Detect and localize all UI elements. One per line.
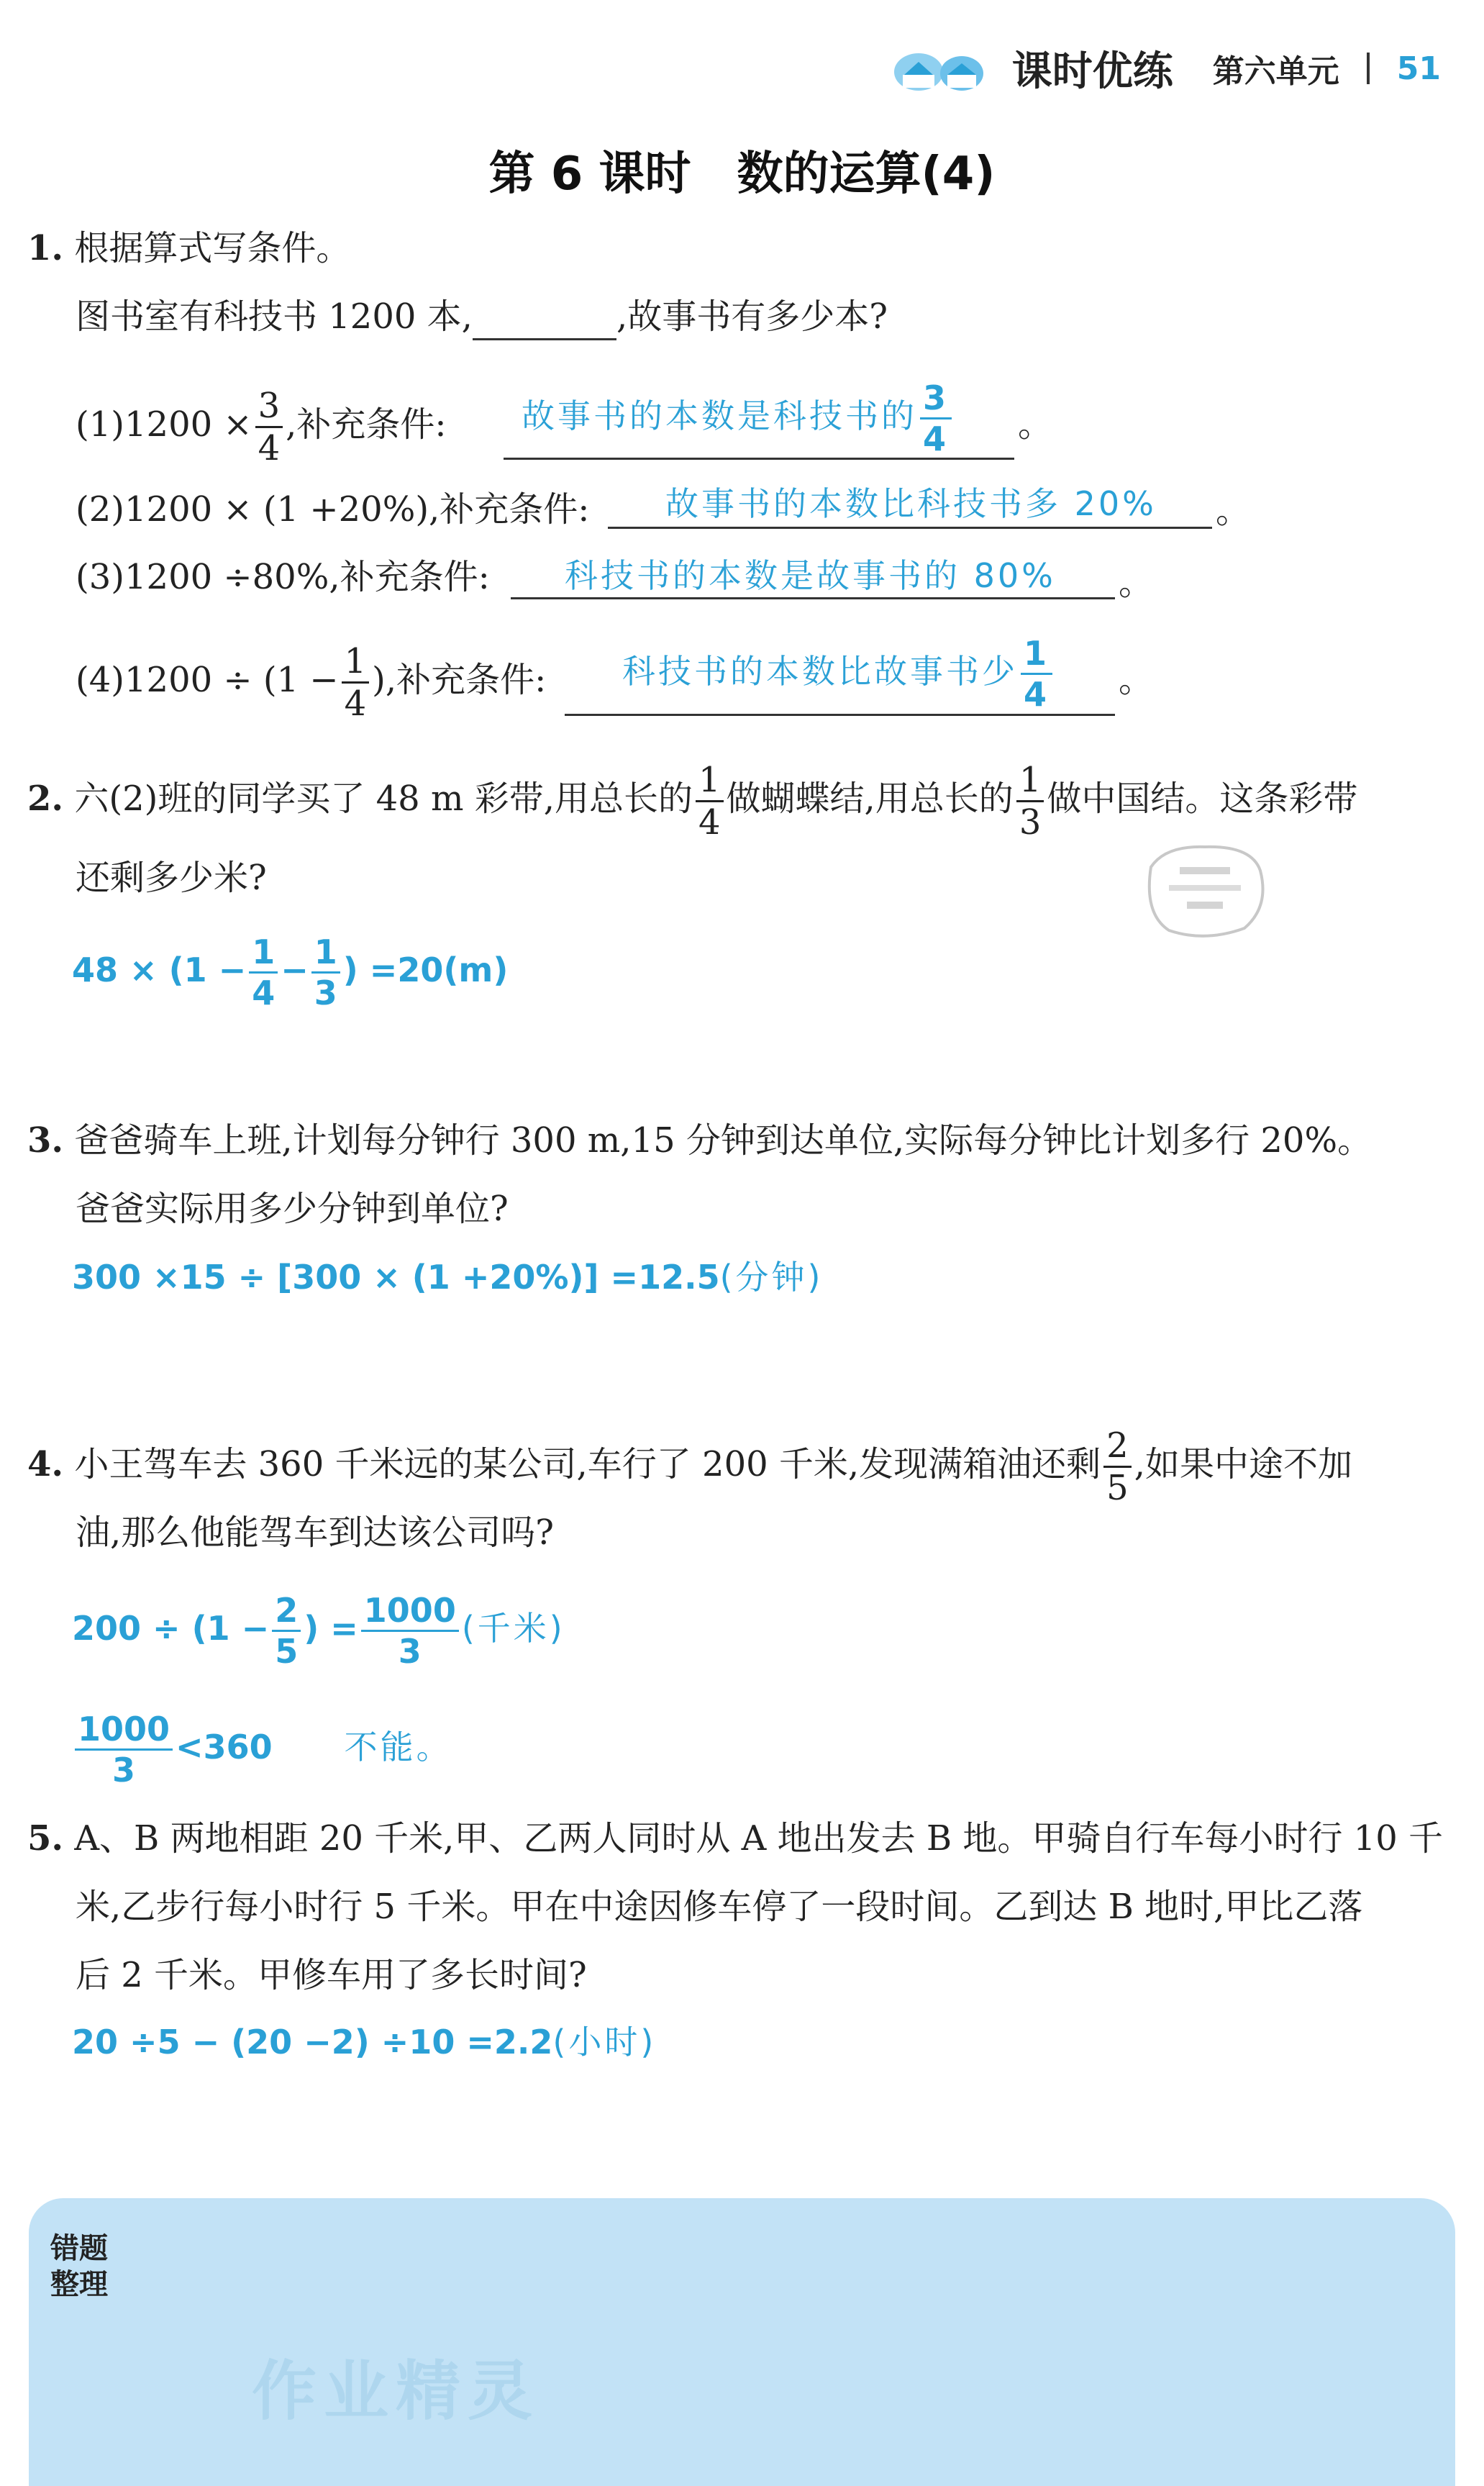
q1-p4-answer-text: 科技书的本数比故事书少 <box>622 652 1018 691</box>
q3-answer <box>72 1256 823 1299</box>
q1-part1 <box>76 386 447 468</box>
q1-p4-fraction <box>342 641 370 724</box>
q2-text-line1 <box>27 760 1358 843</box>
fraction-numerator: 1 <box>1021 637 1052 675</box>
q2-text-a: 六(2)班的同学买了 48 m 彩带,用总长的 <box>74 779 693 819</box>
q4-text-line2: 油,那么他能驾车到达该公司吗? <box>76 1512 554 1553</box>
q1-stem-a: 图书室有科技书 1200 本, <box>76 296 473 337</box>
q4-ans1-unit: (千米) <box>461 1609 565 1648</box>
q2-ans-a: 48 × (1 − <box>72 951 247 989</box>
q1-p1-expr-a: (1)1200 × <box>76 404 252 445</box>
q5-text-a: A、B 两地相距 20 千米,甲、乙两人同时从 A 地出发去 B 地。甲骑自行车每小时行 10 千 <box>74 1818 1443 1859</box>
q2-ans-fraction-2 <box>311 935 340 1010</box>
q5-text-line1 <box>27 1817 1443 1860</box>
q4-answer-2 <box>72 1712 452 1787</box>
fraction-numerator: 2 <box>272 1594 301 1632</box>
q3-number: 3. <box>27 1120 64 1161</box>
q1-p1-answer <box>522 378 955 458</box>
q3-text-line1 <box>27 1119 1372 1162</box>
q1-prompt-text: 根据算式写条件。 <box>74 228 351 268</box>
q4-number: 4. <box>27 1444 64 1484</box>
mistakes-label-line2: 整理 <box>50 2268 108 2301</box>
q3-text-line2: 爸爸实际用多少分钟到单位? <box>76 1189 509 1229</box>
q1-p1-expr-b: ,补充条件: <box>286 404 447 445</box>
fraction-numerator: 1 <box>696 763 724 802</box>
q1-p4-expr-b: ),补充条件: <box>372 660 547 700</box>
fraction-numerator: 3 <box>255 389 283 428</box>
fraction-denominator: 3 <box>112 1751 136 1789</box>
q1-p4-period: 。 <box>1119 660 1154 700</box>
q4-text-b: ,如果中途不加 <box>1134 1444 1352 1484</box>
q4-fraction <box>1103 1425 1132 1508</box>
q4-text-a: 小王驾车去 360 千米远的某公司,车行了 200 千米,发现满箱油还剩 <box>74 1444 1101 1484</box>
q1-p1-period: 。 <box>1018 404 1053 445</box>
q1-p3-answer: 科技书的本数是故事书的 80% <box>565 556 1056 595</box>
fraction-denominator: 5 <box>1106 1468 1129 1508</box>
fraction-numerator: 1000 <box>361 1594 459 1632</box>
fraction-numerator: 1 <box>311 935 340 974</box>
page-number: 51 <box>1396 50 1441 87</box>
q1-stem-b: ,故事书有多少本? <box>616 296 888 337</box>
fraction-denominator: 3 <box>314 974 337 1012</box>
q2-answer <box>72 935 508 1010</box>
fraction-denominator: 3 <box>1019 802 1042 843</box>
fraction-denominator: 4 <box>258 428 281 468</box>
q4-ans1-result <box>361 1591 459 1671</box>
q4-ans1-b: ) = <box>304 1609 358 1648</box>
fraction-numerator: 1000 <box>75 1712 173 1751</box>
mistakes-label-line1: 错题 <box>50 2232 108 2265</box>
fraction-numerator: 3 <box>920 381 952 419</box>
q2-fraction-b <box>1016 760 1044 843</box>
q1-p3-answer-line <box>511 597 1115 599</box>
q1-p1-answer-fraction <box>920 378 952 458</box>
q1-p1-answer-text: 故事书的本数是科技书的 <box>522 396 917 435</box>
brand-logo-icon <box>890 43 998 94</box>
brand-title: 课时优练 <box>1011 48 1173 95</box>
fraction-denominator: 4 <box>698 802 721 843</box>
fraction-denominator: 3 <box>398 1632 422 1671</box>
page-title: 第 6 课时 数的运算(4) <box>488 148 996 201</box>
q5-ans-unit: (小时) <box>552 2023 657 2061</box>
unit-label: 第六单元 <box>1212 53 1339 90</box>
q2-fraction-a <box>696 760 724 843</box>
fraction-numerator: 2 <box>1103 1428 1132 1468</box>
fraction-denominator: 5 <box>275 1632 299 1671</box>
q2-ans-minus: − <box>281 951 309 989</box>
watermark: 作业精灵 <box>252 2354 540 2429</box>
q3-text-a: 爸爸骑车上班,计划每分钟行 300 m,15 分钟到达单位,实际每分钟比计划多行 20%。 <box>74 1120 1373 1161</box>
mistakes-label <box>50 2231 108 2303</box>
q5-text-line3: 后 2 千米。甲修车用了多长时间? <box>76 1955 587 1995</box>
q1-number: 1. <box>27 228 64 268</box>
q4-ans2-conclusion: 不能。 <box>344 1728 452 1766</box>
q3-ans-unit: (分钟) <box>719 1258 824 1297</box>
q4-ans2-fraction <box>75 1712 173 1787</box>
header-divider <box>1367 53 1370 84</box>
fraction-denominator: 4 <box>1024 675 1050 714</box>
q4-text-line1 <box>27 1425 1352 1508</box>
q4-answer-1 <box>72 1591 565 1671</box>
q2-text-b: 做蝴蝶结,用总长的 <box>726 779 1014 819</box>
q2-ans-b: ) =20(m) <box>342 951 509 989</box>
q1-p1-answer-line <box>504 458 1014 460</box>
q5-text-line2: 米,乙步行每小时行 5 千米。甲在中途因修车停了一段时间。乙到达 B 地时,甲比乙落 <box>76 1887 1363 1927</box>
q2-number: 2. <box>27 779 64 819</box>
q1-part3: (3)1200 ÷80%,补充条件: <box>76 557 490 597</box>
q1-stem-blank <box>473 295 616 340</box>
q1-p1-fraction <box>255 386 283 468</box>
q3-ans-expression: 300 ×15 ÷ [300 × (1 +20%)] =12.5 <box>72 1258 720 1297</box>
q1-p3-period: 。 <box>1119 563 1154 603</box>
q5-ans-expression: 20 ÷5 − (20 −2) ÷10 =2.2 <box>72 2023 553 2061</box>
q4-ans2-compare: <360 <box>176 1728 273 1766</box>
stamp-icon <box>1137 838 1273 946</box>
q1-prompt <box>27 227 350 270</box>
q4-ans1-a: 200 ÷ (1 − <box>72 1609 270 1648</box>
fraction-denominator: 4 <box>344 684 367 724</box>
fraction-denominator: 4 <box>923 419 950 458</box>
page-header <box>890 29 1441 108</box>
q1-p4-expr-a: (4)1200 ÷ (1 − <box>76 660 339 700</box>
q1-p2-answer-line <box>608 527 1212 529</box>
fraction-denominator: 4 <box>252 974 276 1012</box>
q1-p2-answer: 故事书的本数比科技书多 20% <box>665 484 1157 523</box>
q1-p4-answer-line <box>565 714 1115 716</box>
q1-part4 <box>76 641 547 724</box>
q5-number: 5. <box>27 1818 64 1859</box>
q1-p2-period: 。 <box>1216 491 1251 531</box>
q2-ans-fraction-1 <box>249 935 278 1010</box>
q4-ans1-fraction <box>272 1591 301 1671</box>
q1-part2: (2)1200 × (1 +20%),补充条件: <box>76 489 590 530</box>
q1-p4-answer-fraction <box>1021 634 1052 714</box>
mistakes-notes-box <box>29 2198 1455 2486</box>
q1-stem <box>76 295 888 340</box>
fraction-numerator: 1 <box>1016 763 1044 802</box>
fraction-numerator: 1 <box>342 644 370 684</box>
q5-answer <box>72 2020 656 2064</box>
q2-text-line2: 还剩多少米? <box>76 858 267 898</box>
q1-p4-answer <box>622 634 1055 714</box>
q2-text-c: 做中国结。这条彩带 <box>1047 779 1358 819</box>
fraction-numerator: 1 <box>249 935 278 974</box>
